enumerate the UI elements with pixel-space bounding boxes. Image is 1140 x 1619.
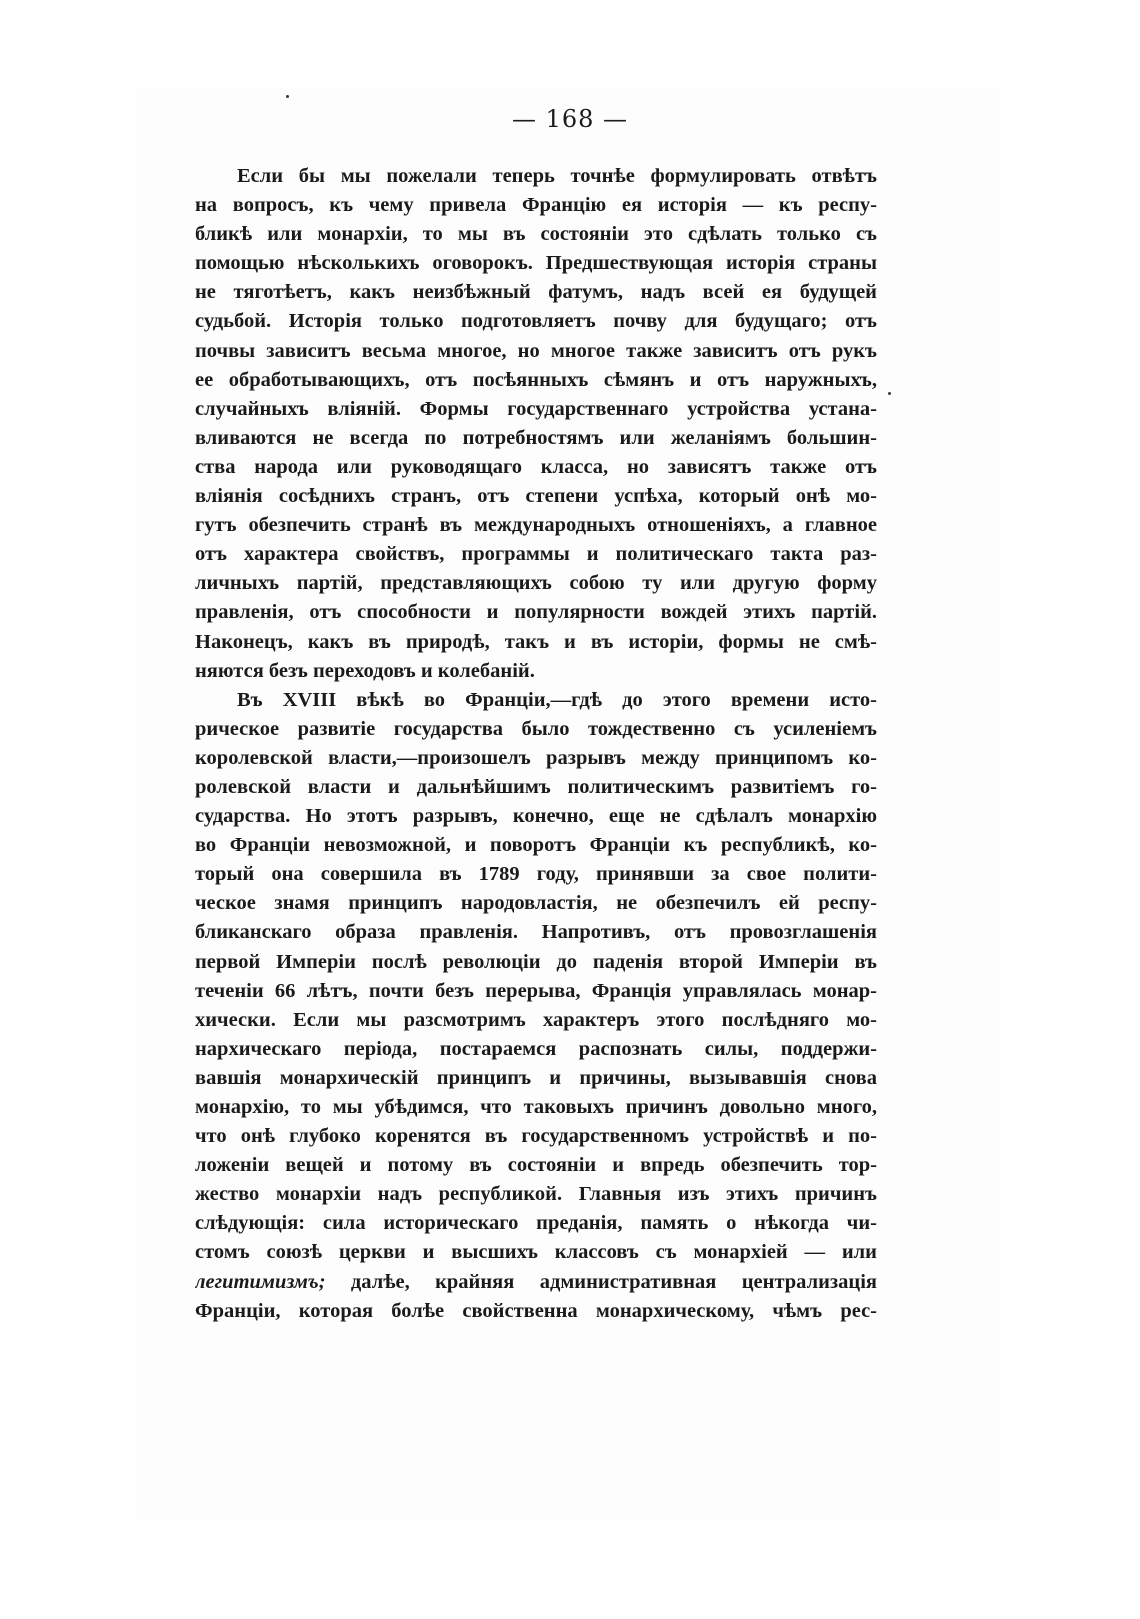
text-line: ства народа или руководящаго класса, но зависятъ также отъ xyxy=(195,455,877,478)
text-line: теченіи 66 лѣтъ, почти безъ перерыва, Франція управлялась монар- xyxy=(195,979,877,1002)
text-line: бликѣ или монархіи, то мы въ состояніи это сдѣлать только съ xyxy=(195,223,877,246)
text-line: хически. Если мы разсмотримъ характеръ этого послѣдняго мо- xyxy=(195,1008,877,1031)
text-line: Въ XVIII вѣкѣ во Франціи,—гдѣ до этого времени исто- xyxy=(237,688,877,711)
text-line: няются безъ переходовъ и колебаній. xyxy=(195,659,535,682)
text-line: ролевской власти и дальнѣйшимъ политическимъ развитіемъ го- xyxy=(195,775,877,798)
text-line: сударства. Но этотъ разрывъ, конечно, еще не сдѣлалъ монархію xyxy=(195,805,877,828)
text-line: во Франціи невозможной, и поворотъ Франціи къ республикѣ, ко- xyxy=(195,834,877,857)
text-line: ее обработывающихъ, отъ посѣянныхъ сѣмянъ и отъ наружныхъ, xyxy=(195,368,877,391)
text-line: гутъ обезпечить странѣ въ международныхъ отношеніяхъ, а главное xyxy=(195,514,877,537)
text-line: Если бы мы пожелали теперь точнѣе формулировать отвѣтъ xyxy=(237,165,877,187)
ink-speck xyxy=(888,392,891,395)
text-line: стомъ союзѣ церкви и высшихъ классовъ съ монархіей — или xyxy=(195,1241,877,1264)
ink-speck xyxy=(286,95,289,98)
text-line: Наконецъ, какъ въ природѣ, такъ и въ исторіи, формы не смѣ- xyxy=(195,630,877,653)
text-line: бликанскаго образа правленія. Напротивъ, отъ провозглашенія xyxy=(195,921,877,944)
text-line: королевской власти,—произошелъ разрывъ между принципомъ ко- xyxy=(195,746,877,769)
page-number: — 168 — xyxy=(511,105,629,133)
text-line: Франціи, которая болѣе свойственна монархическому, чѣмъ рес- xyxy=(195,1299,877,1322)
text-line: слѣдующія: сила историческаго преданія, память о нѣкогда чи- xyxy=(195,1212,877,1235)
text-line: помощью нѣсколькихъ оговорокъ. Предшествующая исторія страны xyxy=(195,252,877,275)
italic-term: легитимизмъ; xyxy=(195,1270,326,1293)
text-line: правленія, отъ способности и популярности вождей этихъ партій. xyxy=(195,601,877,624)
text-line: случайныхъ вліяній. Формы государственнаго устройства устана- xyxy=(195,397,877,420)
text-line: отъ характера свойствъ, программы и политическаго такта раз- xyxy=(195,543,877,566)
text-line: вавшія монархическій принципъ и причины, вызывавшія снова xyxy=(195,1066,877,1089)
text-line: жество монархіи надъ республикой. Главныя изъ этихъ причинъ xyxy=(195,1183,877,1206)
text-line: почвы зависитъ весьма многое, но многое также зависитъ отъ рукъ xyxy=(195,339,877,362)
text-fragment: далѣе, крайняя административная централизація xyxy=(325,1270,877,1293)
text-line: ложеніи вещей и потому въ состояніи и впредь обезпечить тор- xyxy=(195,1154,877,1177)
text-line: вліянія сосѣднихъ странъ, отъ степени успѣха, который онѣ мо- xyxy=(195,485,877,508)
text-line xyxy=(195,1268,877,1297)
text-line: торый она совершила въ 1789 году, принявши за свое полити- xyxy=(195,863,877,886)
text-line: личныхъ партій, представляющихъ собою ту или другую форму xyxy=(195,572,877,595)
text-line: нархическаго періода, постараемся распознать силы, поддержи- xyxy=(195,1037,877,1060)
text-line: что онѣ глубоко коренятся въ государственномъ устройствѣ и по- xyxy=(195,1125,877,1148)
text-line: монархію, то мы убѣдимся, что таковыхъ причинъ довольно много, xyxy=(195,1096,877,1118)
text-line: первой Имперіи послѣ революціи до паденія второй Имперіи въ xyxy=(195,950,877,973)
text-line: не тяготѣетъ, какъ неизбѣжный фатумъ, надъ всей ея будущей xyxy=(195,281,877,304)
text-line: ческое знамя принципъ народовластія, не обезпечилъ ей респу- xyxy=(195,892,877,915)
text-line: вливаются не всегда по потребностямъ или желаніямъ большин- xyxy=(195,426,877,449)
text-line: рическое развитіе государства было тождественно съ усиленіемъ xyxy=(195,717,877,740)
text-line: на вопросъ, къ чему привела Францію ея исторія — къ респу- xyxy=(195,194,877,217)
body-text xyxy=(195,162,877,1326)
text-line: судьбой. Исторія только подготовляетъ почву для будущаго; отъ xyxy=(195,310,877,333)
